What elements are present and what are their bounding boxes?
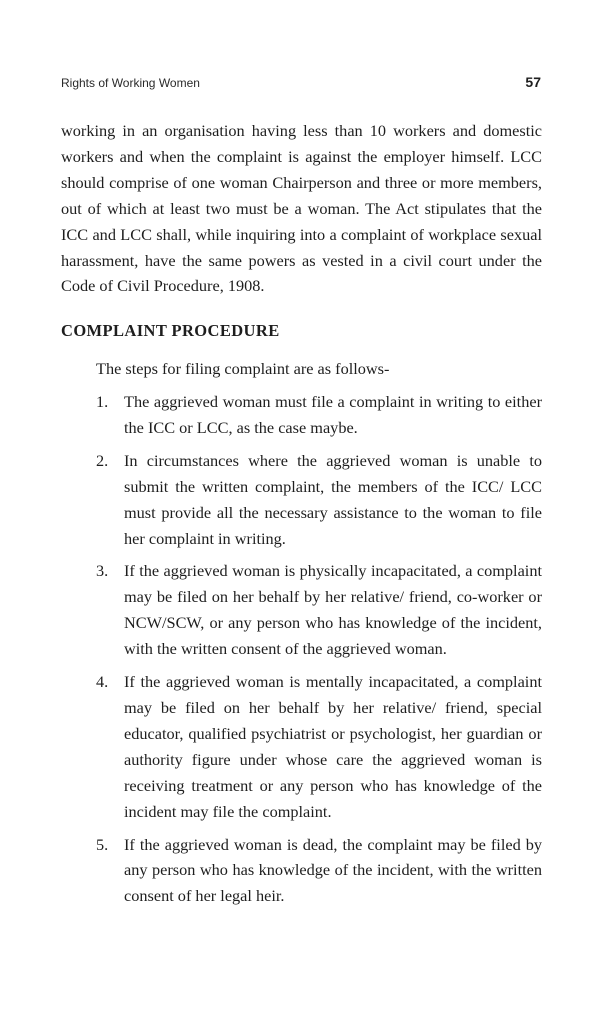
step-text: If the aggrieved woman is physically incapacitated, a complaint may be filed on her behalf by her relative/ friend, co-worker or NCW/SCW, or any person who has knowledge of the incident, with the written consent of the aggrieved woman. <box>124 561 542 659</box>
intro-paragraph: working in an organisation having less than 10 workers and domestic workers and when the complaint is against the employer himself. LCC should comprise of one woman Chairperson and three or more members, out of which at least two must be a woman. The Act stipulates that the ICC and LCC shall, while inquiring into a complaint of workplace sexual harassment, have the same powers as vested in a civil court under the Code of Civil Procedure, 1908. <box>61 121 542 296</box>
step-number: 1. <box>96 392 109 411</box>
step-item <box>96 558 542 662</box>
step-item <box>96 832 542 910</box>
running-header <box>61 74 541 92</box>
step-text: If the aggrieved woman is mentally incapacitated, a complaint may be filed on her behalf by her relative/ friend, special educator, qualified psychiatrist or psychologist, her guardian or authority figure under whose care the aggrieved woman is receiving treatment or any person who has knowledge of the incident may file the complaint. <box>124 672 542 821</box>
section-heading: COMPLAINT PROCEDURE <box>61 321 280 340</box>
step-number: 4. <box>96 672 109 692</box>
step-number: 3. <box>96 561 109 581</box>
step-number: 5. <box>96 834 109 854</box>
step-number: 2. <box>96 450 109 470</box>
step-item <box>96 669 542 824</box>
step-text: The aggrieved woman must file a complaint in writing to either the ICC or LCC, as the case maybe. <box>124 392 542 437</box>
step-text: If the aggrieved woman is dead, the complaint may be filed by any person who has knowledge of the incident, with the written consent of her legal heir. <box>124 834 542 906</box>
steps-lead-in: The steps for filing complaint are as follows- <box>96 359 390 378</box>
running-title: Rights of Working Women <box>61 76 200 90</box>
page-number: 57 <box>525 74 541 90</box>
step-text: In circumstances where the aggrieved woman is unable to submit the written complaint, the members of the ICC/ LCC must provide all the necessary assistance to the woman to file her complaint in writing. <box>124 450 542 548</box>
step-item <box>96 448 542 552</box>
step-item <box>96 389 542 441</box>
complaint-steps-list <box>96 389 542 916</box>
